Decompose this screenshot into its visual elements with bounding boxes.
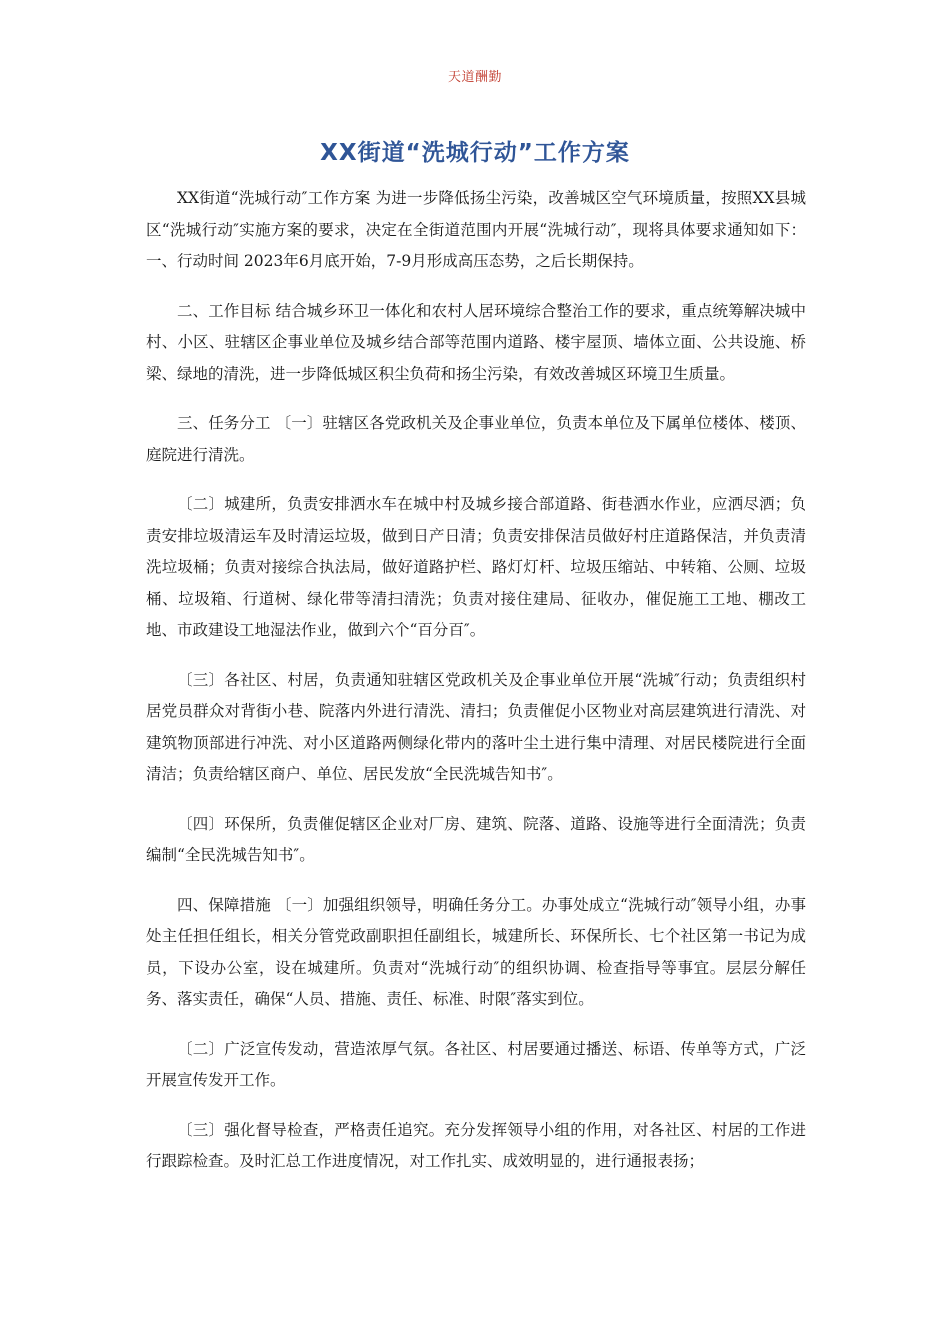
paragraph-measures-1: 四、保障措施 〔一〕加强组织领导，明确任务分工。办事处成立“洗城行动″领导小组，办事处主任担任组长，相关分管党政副职担任副组长，城建所长、环保所长、七个社区第一书记为成员，下设办公室，设在城建所。负责对“洗城行动″的组织协调、检查指导等事宜。层层分解任务、落实责任，确保“人员、措施、责任、标准、时限″落实到位。 bbox=[146, 895, 806, 1008]
paragraph-goals: 二、工作目标 结合城乡环卫一体化和农村人居环境综合整治工作的要求，重点统筹解决城中村、小区、驻辖区企事业单位及城乡结合部等范围内道路、楼宇屋顶、墙体立面、公共设施、桥梁、绿地的清洗，进一步降低城区积尘负荷和扬尘污染，有效改善城区环境卫生质量。 bbox=[146, 301, 806, 383]
header-watermark: 天道酬勤 bbox=[447, 70, 502, 85]
paragraph-measures-2: 〔二〕广泛宣传发动，营造浓厚气氛。各社区、村居要通过播送、标语、传单等方式，广泛开展宣传发开工作。 bbox=[146, 1039, 806, 1089]
paragraph-tasks-2: 〔二〕城建所，负责安排洒水车在城中村及城乡接合部道路、街巷洒水作业，应洒尽洒；负责安排垃圾清运车及时清运垃圾，做到日产日清；负责安排保洁员做好村庄道路保洁，并负责清洗垃圾桶；负责对接综合执法局，做好道路护栏、路灯灯杆、垃圾压缩站、中转箱、公厕、垃圾桶、垃圾箱、行道树、绿化带等清扫清洗；负责对接住建局、征收办，催促施工工地、棚改工地、市政建设工地湿法作业，做到六个“百分百″。 bbox=[146, 495, 806, 639]
document-title: XX街道“洗城行动”工作方案 bbox=[320, 140, 630, 166]
paragraph-intro: XX街道“洗城行动″工作方案 为进一步降低扬尘污染，改善城区空气环境质量，按照XX县城区“洗城行动″实施方案的要求，决定在全街道范围内开展“洗城行动″，现将具体要求通知如下：一、行动时间 2023年6月底开始，7-9月形成高压态势，之后长期保持。 bbox=[146, 189, 806, 270]
paragraph-measures-3: 〔三〕强化督导检查，严格责任追究。充分发挥领导小组的作用，对各社区、村居的工作进行跟踪检查。及时汇总工作进度情况，对工作扎实、成效明显的，进行通报表扬； bbox=[146, 1120, 806, 1170]
document-body bbox=[146, 183, 806, 1196]
paragraph-tasks-1: 三、任务分工 〔一〕驻辖区各党政机关及企事业单位，负责本单位及下属单位楼体、楼顶、庭院进行清洗。 bbox=[146, 414, 806, 464]
paragraph-tasks-3: 〔三〕各社区、村居，负责通知驻辖区党政机关及企事业单位开展“洗城″行动；负责组织村居党员群众对背街小巷、院落内外进行清洗、清扫；负责催促小区物业对高层建筑进行清洗、对建筑物顶部进行冲洗、对小区道路两侧绿化带内的落叶尘土进行集中清理、对居民楼院进行全面清洁；负责给辖区商户、单位、居民发放“全民洗城告知书″。 bbox=[146, 670, 806, 783]
paragraph-tasks-4: 〔四〕环保所，负责催促辖区企业对厂房、建筑、院落、道路、设施等进行全面清洗；负责编制“全民洗城告知书″。 bbox=[146, 814, 806, 864]
